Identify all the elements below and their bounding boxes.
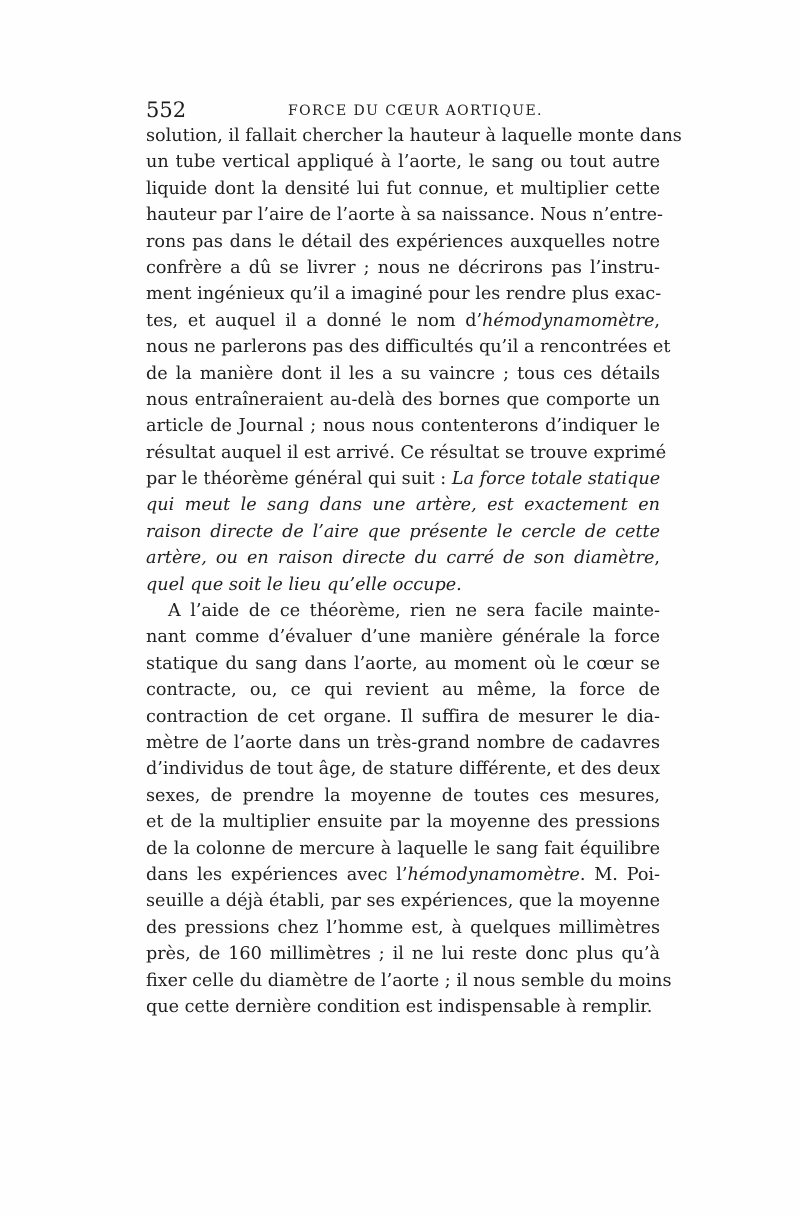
text-line	[146, 176, 660, 202]
text-line	[146, 202, 663, 228]
text-line	[146, 545, 660, 571]
text-line	[146, 730, 660, 756]
roman-text: près, de 160 millimètres ; il ne lui reste donc plus qu’à	[146, 944, 660, 965]
text-line	[146, 123, 682, 149]
roman-text: d’individus de tout âge, de stature différente, et des deux	[146, 759, 660, 780]
text-line	[146, 783, 660, 809]
roman-text: fixer celle du diamètre de l’aorte ; il nous semble du moins	[146, 970, 672, 991]
italic-text: artère, ou en raison directe du carré de son diamètre	[146, 548, 655, 569]
italic-text: hémodynamomètre	[482, 310, 655, 331]
roman-text: nous entraîneraient au-delà des bornes que comporte un	[146, 389, 660, 410]
roman-text: que cette dernière condition est indispensable à remplir.	[146, 996, 653, 1017]
roman-text: par le théorème général qui suit :	[146, 469, 452, 490]
text-line	[146, 862, 660, 888]
italic-text: qui meut le sang dans une artère, est exactement en	[146, 495, 660, 516]
text-line	[146, 149, 660, 175]
text-line	[146, 440, 667, 466]
roman-text: ,	[654, 310, 660, 331]
roman-text: tes, et auquel il a donné le nom d’	[146, 310, 483, 331]
roman-text: rons pas dans le détail des expériences auxquelles notre	[146, 231, 660, 252]
text-line	[146, 598, 660, 624]
italic-text: hémodynamomètre	[407, 864, 580, 885]
roman-text: des pressions chez l’homme est, à quelques millimètres	[146, 917, 660, 938]
text-line	[146, 281, 660, 307]
roman-text: confrère a dû se livrer ; nous ne décrirons pas l’instru-	[146, 257, 660, 278]
roman-text: un tube vertical appliqué à l’aorte, le sang ou tout autre	[146, 152, 660, 173]
roman-text: contracte, ou, ce qui revient au même, la force de	[146, 680, 660, 701]
text-line	[146, 651, 660, 677]
text-line	[146, 915, 660, 941]
text-line	[146, 809, 660, 835]
text-line	[146, 361, 660, 387]
text-line	[146, 836, 660, 862]
text-line	[146, 308, 660, 334]
text-line	[146, 519, 660, 545]
roman-text: seuille a déjà établi, par ses expériences, que la moyenne	[146, 891, 660, 912]
roman-text: . M. Poi-	[579, 864, 660, 885]
text-line	[146, 229, 660, 255]
text-line	[146, 888, 660, 914]
text-line	[146, 413, 660, 439]
roman-text: et de la multiplier ensuite par la moyenne des pressions	[146, 812, 660, 833]
running-title: FORCE DU CŒUR AORTIQUE.	[288, 103, 543, 119]
roman-text: mètre de l’aorte dans un très-grand nombre de cadavres	[146, 732, 660, 753]
roman-text: ,	[654, 548, 660, 569]
text-line	[146, 994, 660, 1020]
text-line	[146, 941, 660, 967]
italic-text: quel que soit le lieu qu’elle occupe.	[146, 574, 462, 595]
text-line	[146, 255, 660, 281]
body-text	[146, 123, 682, 1020]
roman-text: A l’aide de ce théorème, rien ne sera facile mainte-	[168, 601, 660, 622]
text-line	[146, 466, 660, 492]
roman-text: de la manière dont il les a su vaincre ; tous ces détails	[146, 363, 660, 384]
roman-text: contraction de cet organe. Il suffira de mesurer le dia-	[146, 706, 660, 727]
roman-text: hauteur par l’aire de l’aorte à sa naissance. Nous n’entre-	[146, 205, 663, 226]
text-line	[146, 387, 660, 413]
roman-text: ment ingénieux qu’il a imaginé pour les rendre plus exac-	[146, 284, 662, 305]
roman-text: de la colonne de mercure à laquelle le sang fait équilibre	[146, 838, 660, 859]
text-line	[146, 677, 660, 703]
roman-text: solution, il fallait chercher la hauteur à laquelle monte dans	[146, 126, 682, 146]
roman-text: nant comme d’évaluer d’une manière générale la force	[146, 627, 660, 648]
roman-text: nous ne parlerons pas des difficultés qu’il a rencontrées et	[146, 337, 671, 358]
text-line	[146, 572, 660, 598]
text-line	[146, 492, 660, 518]
italic-text: La force totale statique	[451, 469, 661, 490]
text-line	[146, 334, 671, 360]
roman-text: résultat auquel il est arrivé. Ce résultat se trouve exprimé	[146, 442, 667, 463]
text-line	[146, 704, 660, 730]
roman-text: dans les expériences avec l’	[146, 864, 408, 885]
text-line	[146, 624, 660, 650]
italic-text: raison directe de l’aire que présente le cercle de cette	[146, 521, 660, 542]
page-header	[146, 97, 666, 123]
text-line	[146, 756, 660, 782]
page-number: 552	[146, 98, 187, 122]
roman-text: statique du sang dans l’aorte, au moment où le cœur se	[146, 653, 660, 674]
roman-text: article de Journal ; nous nous contenterons d’indiquer le	[146, 416, 660, 437]
roman-text: sexes, de prendre la moyenne de toutes ces mesures,	[146, 785, 660, 806]
text-line	[146, 968, 672, 994]
roman-text: liquide dont la densité lui fut connue, et multiplier cette	[146, 178, 660, 199]
